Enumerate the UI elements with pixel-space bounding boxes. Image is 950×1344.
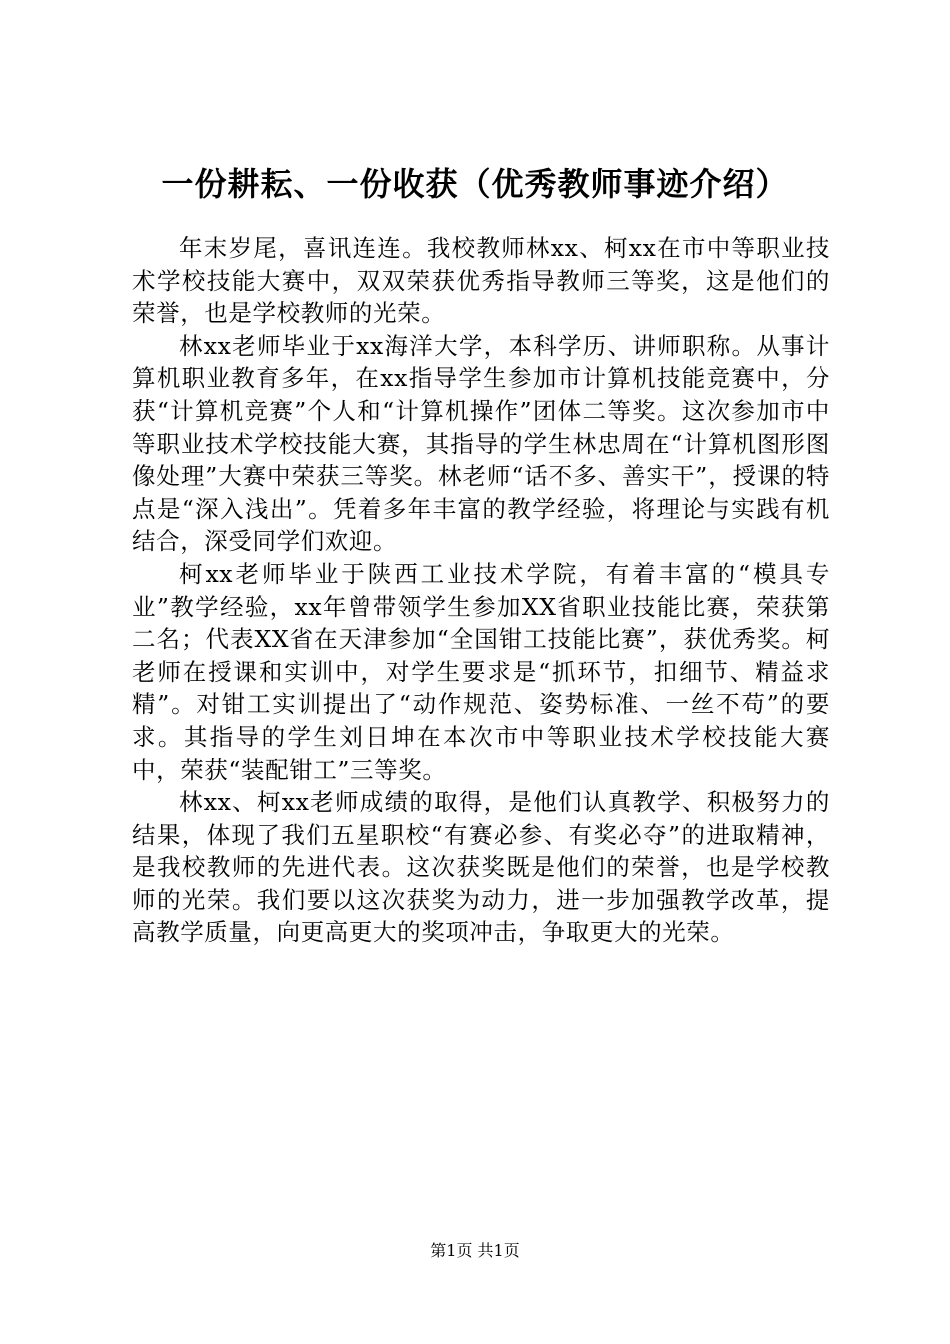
paragraph-conclusion: 林xx、柯xx老师成绩的取得，是他们认真教学、积极努力的结果，体现了我们五星职校“有赛必参、有奖必夺”的进取精神，是我校教师的先进代表。这次获奖既是他们的荣誉，也是学校教师的光荣。我们要以这次获奖为动力，进一步加强教学改革，提高教学质量，向更高更大的奖项冲击，争取更大的光荣。 [132,788,830,947]
paragraph-intro: 年末岁尾，喜讯连连。我校教师林xx、柯xx在市中等职业技术学校技能大赛中，双双荣获优秀指导教师三等奖，这是他们的荣誉，也是学校教师的光荣。 [132,234,830,328]
document-body [132,232,830,949]
paragraph-teacher-lin: 林xx老师毕业于xx海洋大学，本科学历、讲师职称。从事计算机职业教育多年，在xx指导学生参加市计算机技能竞赛中，分获“计算机竞赛”个人和“计算机操作”团体二等奖。这次参加市中等职业技术学校技能大赛，其指导的学生林忠周在“计算机图形图像处理”大赛中荣获三等奖。林老师“话不多、善实干”，授课的特点是“深入浅出”。凭着多年丰富的教学经验，将理论与实践有机结合，深受同学们欢迎。 [132,331,830,556]
page-number-footer: 第1页 共1页 [430,1241,520,1260]
document-title: 一份耕耘、一份收获（优秀教师事迹介绍） [161,165,789,203]
paragraph-teacher-ke: 柯xx老师毕业于陕西工业技术学院，有着丰富的“模具专业”教学经验，xx年曾带领学生参加XX省职业技能比赛，荣获第二名；代表XX省在天津参加“全国钳工技能比赛”，获优秀奖。柯老师在授课和实训中，对学生要求是“抓环节，扣细节、精益求精”。对钳工实训提出了“动作规范、姿势标准、一丝不苟”的要求。其指导的学生刘日坤在本次市中等职业技术学校技能大赛中，荣获“装配钳工”三等奖。 [132,559,830,784]
